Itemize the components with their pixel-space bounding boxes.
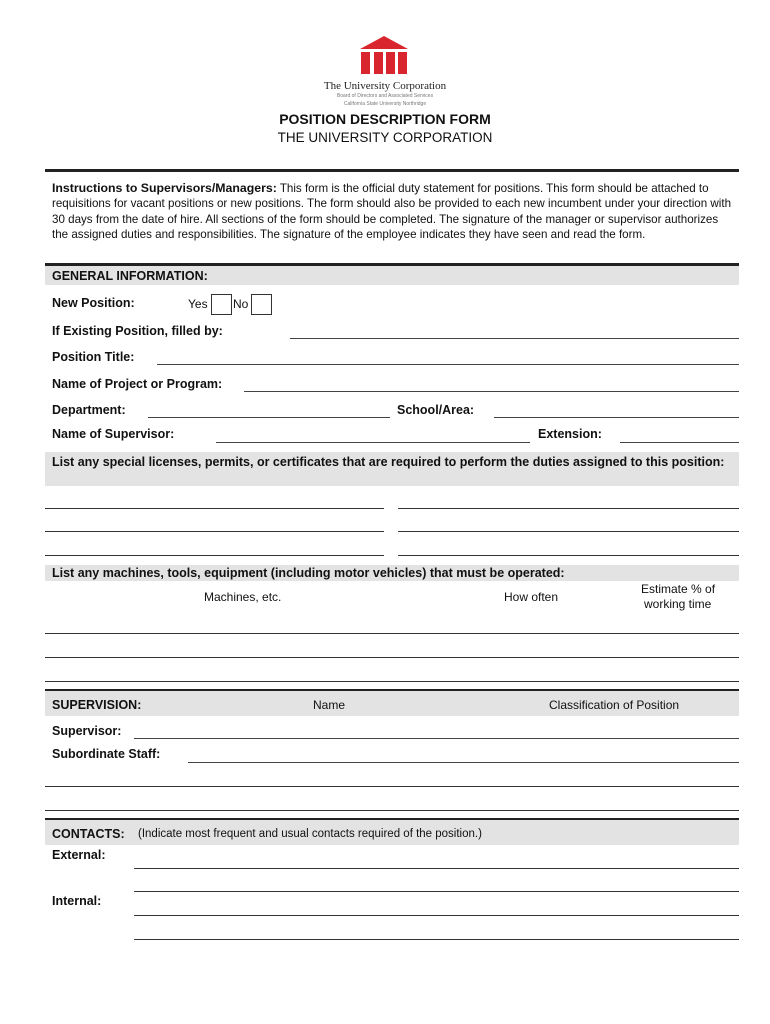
machines-col-machines: Machines, etc. (204, 590, 282, 604)
machines-line-2[interactable] (45, 657, 739, 658)
project-program-label: Name of Project or Program: (52, 377, 223, 391)
department-field[interactable] (148, 417, 390, 418)
license-line-3b[interactable] (398, 555, 739, 556)
logo-subline-1: Board of Directors and Associated Services (336, 93, 434, 99)
general-info-heading: GENERAL INFORMATION: (52, 269, 208, 283)
department-label: Department: (52, 403, 126, 417)
machines-line-1[interactable] (45, 633, 739, 634)
instructions-body: This form is the official duty statement for positions. This form should be attached to requisitions for vacant positions or new positions. The form should also be provided to each new incumbent under your direction with 30 days from the date of hire. All sections of the form should be completed. The signature of the manager or supervisor authorizes the assigned duties and responsibilities. The signature of the employee indicates they have seen and read the form. (52, 182, 732, 242)
internal-line-1[interactable] (134, 915, 739, 916)
extension-field[interactable] (620, 442, 739, 443)
instructions-heading: Instructions to Supervisors/Managers: (52, 181, 277, 195)
machines-col-how-often: How often (504, 590, 559, 604)
logo-org-name: The University Corporation (323, 80, 447, 92)
subordinate-line-2[interactable] (45, 786, 739, 787)
no-label: No (233, 297, 249, 311)
license-line-1a[interactable] (45, 508, 384, 509)
position-title-field[interactable] (157, 364, 739, 365)
licenses-heading: List any special licenses, permits, or certificates that are required to perform the duties assigned to this position: (52, 455, 725, 469)
contacts-note: (Indicate most frequent and usual contacts required of the position.) (138, 828, 482, 840)
header-divider (45, 169, 739, 172)
school-area-label: School/Area: (397, 403, 475, 417)
yes-checkbox[interactable] (211, 294, 232, 315)
machines-col-estimate-1: Estimate % of (641, 582, 716, 596)
existing-filled-by-label: If Existing Position, filled by: (52, 324, 223, 338)
license-line-1b[interactable] (398, 508, 739, 509)
position-title-label: Position Title: (52, 350, 135, 364)
supervision-col-name: Name (313, 698, 346, 712)
machines-col-estimate-2: working time (644, 597, 712, 611)
external-label: External: (52, 848, 106, 862)
internal-label: Internal: (52, 894, 102, 908)
extension-label: Extension: (538, 427, 602, 441)
machines-heading: List any machines, tools, equipment (including motor vehicles) that must be operated: (52, 566, 565, 580)
supervisor-name-label: Name of Supervisor: (52, 427, 175, 441)
subordinate-staff-label: Subordinate Staff: (52, 747, 161, 761)
license-line-2b[interactable] (398, 531, 739, 532)
form-title: POSITION DESCRIPTION FORM (279, 111, 491, 127)
contacts-heading: CONTACTS: (52, 827, 125, 841)
internal-line-2[interactable] (134, 939, 739, 940)
project-program-field[interactable] (244, 391, 739, 392)
school-area-field[interactable] (494, 417, 739, 418)
supervision-col-classification: Classification of Position (549, 698, 680, 712)
external-line-1[interactable] (134, 868, 739, 869)
license-line-3a[interactable] (45, 555, 384, 556)
existing-filled-by-field[interactable] (290, 338, 739, 339)
no-checkbox[interactable] (251, 294, 272, 315)
external-line-2[interactable] (134, 891, 739, 892)
supervisor-label: Supervisor: (52, 724, 122, 738)
machines-line-3[interactable] (45, 681, 739, 682)
yes-label: Yes (188, 297, 208, 311)
new-position-label: New Position: (52, 296, 135, 310)
supervision-heading: SUPERVISION: (52, 698, 142, 712)
logo-subline-2: California State University Northridge (343, 101, 427, 107)
subordinate-staff-field[interactable] (188, 762, 739, 763)
supervisor-name-field[interactable] (216, 442, 530, 443)
building-logo-icon (358, 36, 410, 76)
form-subtitle: THE UNIVERSITY CORPORATION (277, 130, 493, 145)
instructions-block (52, 181, 736, 243)
license-line-2a[interactable] (45, 531, 384, 532)
subordinate-line-3[interactable] (45, 810, 739, 811)
supervisor-field[interactable] (134, 738, 739, 739)
